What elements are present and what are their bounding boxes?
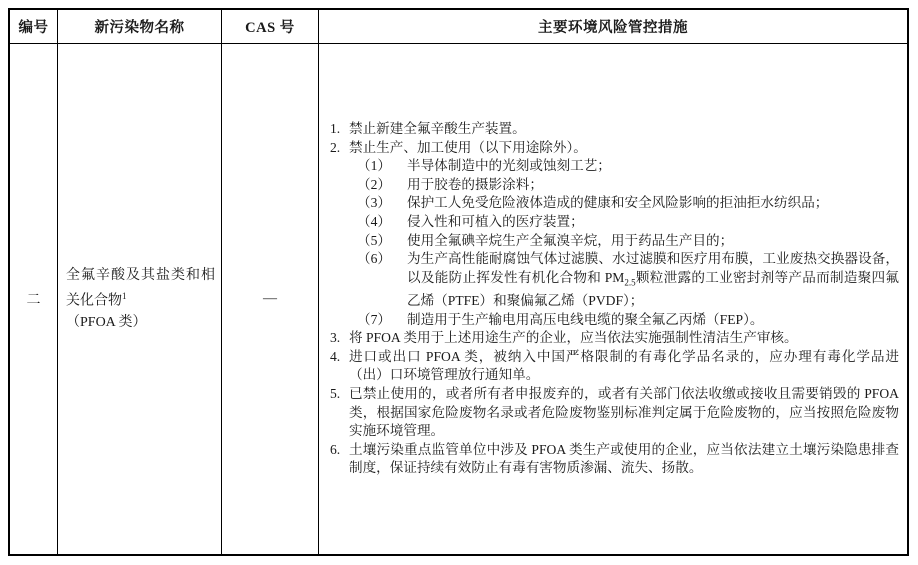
subitem-text: 保护工人免受危险液体造成的健康和安全风险影响的拒油拒水纺织品； [407,195,829,211]
measure-text: 禁止新建全氟辛酸生产装置。 [349,121,526,136]
measure-subitem [357,194,899,213]
measure-subitem [357,176,899,195]
measure-subitem [357,250,899,311]
measure-subitem [357,232,899,251]
measure-number: 1. [330,121,341,136]
measure-number: 2. [330,139,341,155]
measure-item [330,139,899,330]
pm25-subscript: 2.5 [624,277,636,288]
subitem-text [407,250,899,311]
measure-number: 3. [330,330,341,346]
measure-text: 土壤污染重点监管单位中涉及 PFOA 类生产或使用的企业，应当依法建立土壤污染隐患排查制度，保证持续有效防止有毒有害物质渗漏、流失、扬散。 [349,441,899,476]
subitem-text-part: 为生产高性能耐腐蚀气体过滤膜、水过滤膜和医疗用布膜，工业废热交换器设备，以及能防止挥发性有机化合物和 PM [407,251,899,285]
subitem-number: （5） [357,232,391,248]
measure-subitem [357,311,899,330]
subitem-text: 侵入性和可植入的医疗装置； [407,213,584,229]
subitem-number: （7） [357,311,391,327]
subitem-number: （2） [357,176,391,192]
table-header-row [10,10,907,44]
measure-item [330,120,899,139]
pollutant-name: 全氟辛酸及其盐类和相关化合物 [66,268,215,309]
header-cell-pollutant-name: 新污染物名称 [58,10,222,43]
measure-subitem [357,157,899,176]
measure-item [330,385,899,441]
subitem-number: （3） [357,195,391,211]
measure-text: 已禁止使用的，或者所有者申报废弃的，或者有关部门依法收缴或接收且需要销毁的 PFOA 类，根据国家危险废物名录或者危险废物鉴别标准判定属于危险废物的，应当按照危险废物实施环境管理。 [349,386,899,439]
header-cell-measures: 主要环境风险管控措施 [538,20,688,36]
measure-number: 6. [330,441,341,457]
measure-item [330,329,899,348]
measure-text: 禁止生产、加工使用（以下用途除外）。 [349,139,587,155]
measure-number: 5. [330,386,341,402]
subitem-text: 用于胶卷的摄影涂料； [407,176,543,192]
subitem-text: 使用全氟碘辛烷生产全氟溴辛烷，用于药品生产目的； [407,232,734,248]
subitem-text: 制造用于生产输电用高压电线电缆的聚全氟乙丙烯（FEP）。 [407,311,764,327]
cell-row-number: 二 [10,44,58,554]
cell-pollutant-name [58,44,222,554]
subitem-number: （4） [357,213,391,229]
header-cell-number: 编号 [10,10,58,43]
cell-cas-number: — [222,44,319,554]
footnote-marker: 1 [122,291,127,302]
pollutant-alias: （PFOA 类） [66,314,147,330]
measure-body [349,139,899,330]
measure-subitem [357,213,899,232]
measure-text: 将 PFOA 类用于上述用途生产的企业，应当依法实施强制性清洁生产审核。 [349,330,798,346]
subitem-number: （1） [357,158,391,174]
measure-item [330,441,899,478]
subitem-number: （6） [357,251,391,267]
measure-item [330,348,899,385]
table-row [10,44,907,554]
cell-measures [319,44,907,554]
measure-number: 4. [330,348,341,364]
header-cell-cas-number: CAS 号 [222,10,319,43]
subitem-text-part: 颗粒泄露的工业密封剂等产品而制造聚四氟乙烯（PTFE）和聚偏氟乙烯（PVDF）； [407,269,900,309]
pollutant-control-table [8,8,909,556]
measure-text: 进口或出口 PFOA 类，被纳入中国严格限制的有毒化学品名录的，应办理有毒化学品进（出）口环境管理放行通知单。 [349,348,899,383]
subitem-text: 半导体制造中的光刻或蚀刻工艺； [407,158,611,174]
pollutant-name-text [66,265,215,312]
